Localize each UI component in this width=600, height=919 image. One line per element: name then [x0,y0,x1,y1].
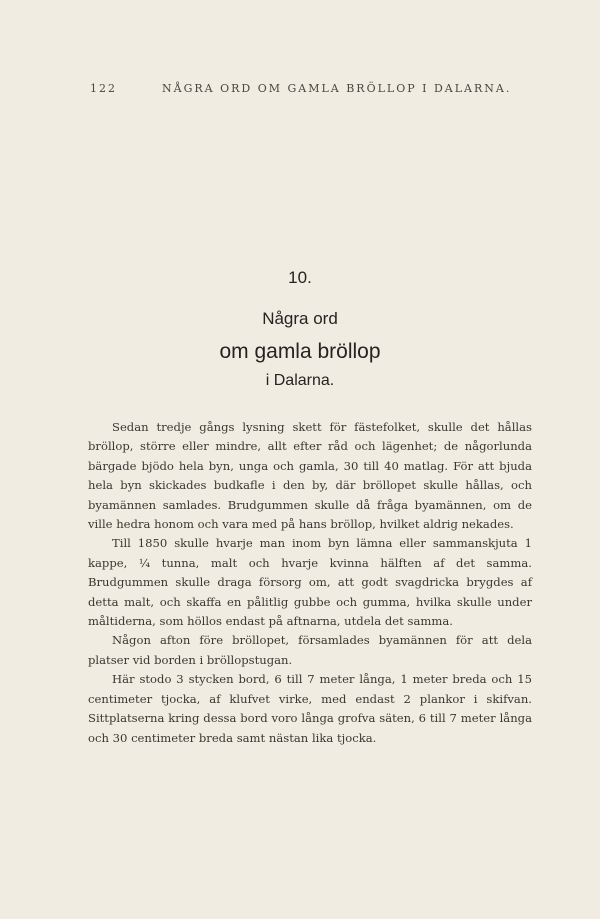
paragraph: Någon afton före bröllopet, församlades byamännen för att dela platser vid borden i bröllopstugan. [88,633,532,667]
chapter-title-line-2: om gamla bröllop [219,340,381,363]
page-number: 122 [90,82,117,95]
running-title: NÅGRA ORD OM GAMLA BRÖLLOP I DALARNA. [162,82,512,95]
chapter-title-line-1: Några ord [262,309,338,328]
body-text [88,418,532,748]
paragraph: Sedan tredje gångs lysning skett för fästefolket, skulle det hållas bröllop, större eller mindre, allt efter råd och lägenhet; de någorlunda bärgade bjödo hela byn, unga och gamla, 30 till 40 matlag. För att bjuda hela byn skickades budkafle i den by, där bröllopet skulle hållas, och byamännen samlades. Brudgummen skulle då fråga byamännen, om de ville hedra honom och vara med på hans bröllop, hvilket aldrig nekades. [88,420,532,532]
paragraph: Här stodo 3 stycken bord, 6 till 7 meter långa, 1 meter breda och 15 centimeter tjocka, af klufvet virke, med endast 2 plankor i skifvan. Sittplatserna kring dessa bord voro långa grofva säten, 6 till 7 meter långa och 30 centimeter breda samt nästan lika tjocka. [88,672,532,745]
paragraph: Till 1850 skulle hvarje man inom byn lämna eller sammanskjuta 1 kappe, ¼ tunna, malt och hvarje kvinna hälften af det samma. Brudgummen skulle draga försorg om, att godt svagdricka brygdes af detta malt, och skaffa en pålitlig gubbe och gumma, hvilka skulle under måltiderna, som höllos endast på aftnarna, utdela det samma. [88,536,532,629]
chapter-number: 10. [288,268,312,287]
chapter-title-line-3: i Dalarna. [265,372,335,389]
